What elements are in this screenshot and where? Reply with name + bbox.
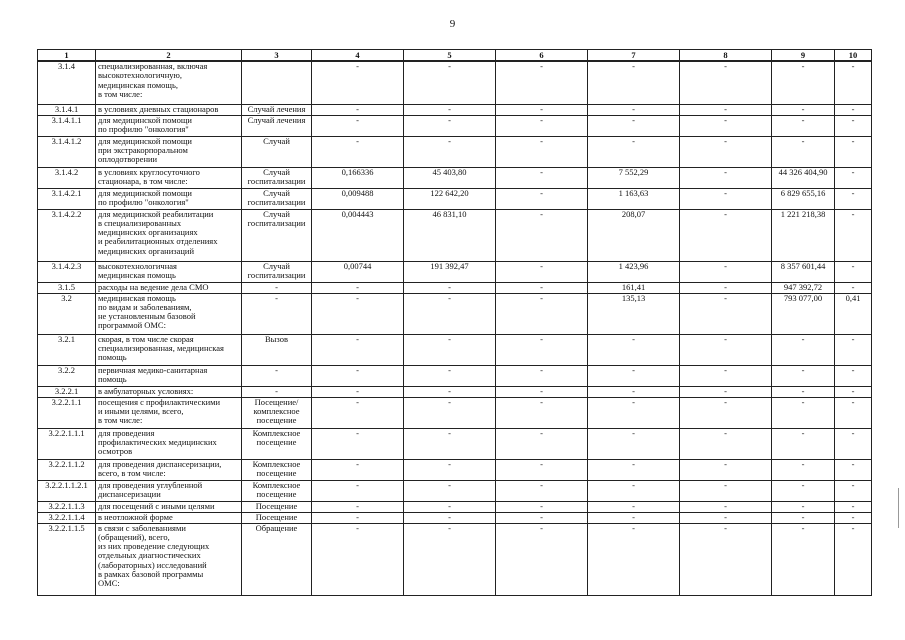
table-row: [38, 104, 872, 115]
cell-value: -: [772, 428, 835, 459]
cell-value: -: [312, 136, 404, 167]
cell-value: 46 831,10: [404, 209, 496, 261]
row-unit: Случай лечения: [242, 115, 312, 136]
column-numbers-row: [38, 50, 872, 62]
table-row: [38, 61, 872, 104]
row-code: 3.2.2.1: [38, 386, 96, 397]
cell-value: -: [404, 61, 496, 104]
cell-value: 45 403,80: [404, 167, 496, 188]
cell-value: -: [680, 386, 772, 397]
cell-value: -: [680, 523, 772, 595]
cell-value: -: [312, 334, 404, 365]
row-unit: Случай госпитализации: [242, 167, 312, 188]
cell-value: -: [835, 136, 872, 167]
cell-value: -: [496, 188, 588, 209]
cell-value: -: [588, 397, 680, 428]
row-unit: Случай госпитализации: [242, 209, 312, 261]
cell-value: -: [680, 512, 772, 523]
table-row: [38, 480, 872, 501]
cell-value: -: [835, 501, 872, 512]
cell-value: -: [312, 428, 404, 459]
cell-value: -: [835, 282, 872, 293]
table-row: [38, 209, 872, 261]
cell-value: -: [496, 261, 588, 282]
row-code: 3.1.4.1.2: [38, 136, 96, 167]
cell-value: -: [835, 459, 872, 480]
row-description: для медицинской помощи по профилю "онкология": [96, 188, 242, 209]
row-unit: Случай госпитализации: [242, 188, 312, 209]
cell-value: -: [588, 115, 680, 136]
cell-value: -: [680, 397, 772, 428]
row-code: 3.1.5: [38, 282, 96, 293]
cell-value: -: [588, 61, 680, 104]
cell-value: -: [835, 115, 872, 136]
table-row: [38, 428, 872, 459]
cell-value: -: [404, 386, 496, 397]
col-header: 8: [680, 50, 772, 62]
cell-value: -: [835, 209, 872, 261]
cell-value: -: [588, 334, 680, 365]
cell-value: 1 163,63: [588, 188, 680, 209]
cell-value: -: [835, 334, 872, 365]
row-description: для проведения профилактических медицинских осмотров: [96, 428, 242, 459]
cell-value: -: [496, 293, 588, 334]
table-row: [38, 136, 872, 167]
cell-value: -: [835, 188, 872, 209]
table-row: [38, 397, 872, 428]
row-unit: Посещение/ комплексное посещение: [242, 397, 312, 428]
cell-value: -: [312, 365, 404, 386]
cell-value: -: [588, 523, 680, 595]
row-unit: Случай лечения: [242, 104, 312, 115]
table-row: [38, 459, 872, 480]
row-unit: Случай госпитализации: [242, 261, 312, 282]
cell-value: -: [835, 428, 872, 459]
row-description: для медицинской реабилитации в специализированных медицинских организациях и реабилитационных отделениях медицинских организаций: [96, 209, 242, 261]
col-header: 1: [38, 50, 96, 62]
cell-value: -: [680, 61, 772, 104]
cell-value: -: [772, 61, 835, 104]
cell-value: 0,41: [835, 293, 872, 334]
cell-value: -: [404, 136, 496, 167]
table-row: [38, 167, 872, 188]
table-row: [38, 334, 872, 365]
cell-value: -: [588, 104, 680, 115]
cell-value: -: [835, 167, 872, 188]
table-row: [38, 261, 872, 282]
cell-value: -: [680, 501, 772, 512]
cell-value: -: [680, 334, 772, 365]
cell-value: -: [772, 459, 835, 480]
cell-value: -: [496, 115, 588, 136]
cell-value: 0,166336: [312, 167, 404, 188]
row-unit: -: [242, 282, 312, 293]
row-code: 3.2.2.1.1.1: [38, 428, 96, 459]
cell-value: 122 642,20: [404, 188, 496, 209]
cell-value: -: [680, 459, 772, 480]
cell-value: -: [312, 501, 404, 512]
cell-value: 793 077,00: [772, 293, 835, 334]
row-description: в неотложной форме: [96, 512, 242, 523]
row-code: 3.1.4: [38, 61, 96, 104]
cell-value: -: [680, 480, 772, 501]
cell-value: -: [496, 282, 588, 293]
cell-value: -: [496, 167, 588, 188]
cell-value: 6 829 655,16: [772, 188, 835, 209]
cell-value: -: [588, 459, 680, 480]
cell-value: -: [772, 386, 835, 397]
row-description: медицинская помощь по видам и заболеваниям, не установленным базовой программой ОМС:: [96, 293, 242, 334]
cell-value: -: [496, 136, 588, 167]
table-row: [38, 386, 872, 397]
row-code: 3.1.4.1: [38, 104, 96, 115]
col-header: 2: [96, 50, 242, 62]
cell-value: -: [772, 104, 835, 115]
table-row: [38, 293, 872, 334]
row-description: для проведения углубленной диспансеризации: [96, 480, 242, 501]
row-unit: Вызов: [242, 334, 312, 365]
row-code: 3.2.1: [38, 334, 96, 365]
row-description: расходы на ведение дела СМО: [96, 282, 242, 293]
cell-value: -: [312, 282, 404, 293]
cell-value: -: [588, 136, 680, 167]
table-row: [38, 188, 872, 209]
cell-value: -: [312, 61, 404, 104]
cell-value: -: [404, 104, 496, 115]
cell-value: -: [496, 397, 588, 428]
cell-value: -: [588, 480, 680, 501]
cell-value: -: [404, 512, 496, 523]
row-description: для проведения диспансеризации, всего, в том числе:: [96, 459, 242, 480]
cell-value: -: [835, 397, 872, 428]
row-code: 3.1.4.2: [38, 167, 96, 188]
row-unit: Посещение: [242, 501, 312, 512]
row-code: 3.2.2.1.1.4: [38, 512, 96, 523]
cell-value: -: [404, 334, 496, 365]
row-unit: -: [242, 293, 312, 334]
col-header: 7: [588, 50, 680, 62]
table-row: [38, 282, 872, 293]
cell-value: -: [312, 512, 404, 523]
cell-value: 8 357 601,44: [772, 261, 835, 282]
cell-value: -: [680, 115, 772, 136]
cell-value: -: [496, 501, 588, 512]
cell-value: -: [772, 136, 835, 167]
cell-value: 0,00744: [312, 261, 404, 282]
cell-value: 1 423,96: [588, 261, 680, 282]
cell-value: -: [835, 386, 872, 397]
cell-value: -: [588, 428, 680, 459]
row-unit: Случай: [242, 136, 312, 167]
cell-value: -: [312, 480, 404, 501]
cell-value: -: [772, 397, 835, 428]
cell-value: -: [588, 501, 680, 512]
row-description: в условиях дневных стационаров: [96, 104, 242, 115]
row-unit: -: [242, 386, 312, 397]
cell-value: -: [312, 293, 404, 334]
cell-value: -: [404, 459, 496, 480]
cell-value: 0,009488: [312, 188, 404, 209]
cell-value: -: [404, 293, 496, 334]
cell-value: -: [835, 523, 872, 595]
cell-value: 135,13: [588, 293, 680, 334]
cell-value: -: [404, 365, 496, 386]
row-code: 3.2.2.1.1: [38, 397, 96, 428]
cell-value: -: [835, 512, 872, 523]
row-code: 3.1.4.2.3: [38, 261, 96, 282]
row-description: в связи с заболеваниями (обращений), всего, из них проведение следующих отдельных диагностических (лабораторных) исследований в рамках базовой программы ОМС:: [96, 523, 242, 595]
row-code: 3.1.4.2.1: [38, 188, 96, 209]
row-unit: Комплексное посещение: [242, 428, 312, 459]
cell-value: -: [588, 365, 680, 386]
row-code: 3.2.2: [38, 365, 96, 386]
table-row: [38, 115, 872, 136]
cell-value: -: [680, 188, 772, 209]
page-number: 9: [449, 18, 456, 30]
cell-value: -: [680, 428, 772, 459]
row-unit: Комплексное посещение: [242, 459, 312, 480]
cell-value: -: [404, 115, 496, 136]
cell-value: -: [496, 61, 588, 104]
cell-value: -: [496, 104, 588, 115]
cell-value: -: [312, 397, 404, 428]
cell-value: -: [835, 480, 872, 501]
cell-value: -: [680, 261, 772, 282]
row-description: для посещений с иными целями: [96, 501, 242, 512]
cell-value: -: [496, 459, 588, 480]
row-description: для медицинской помощи при экстракорпоральном оплодотворении: [96, 136, 242, 167]
cell-value: -: [496, 480, 588, 501]
cell-value: 161,41: [588, 282, 680, 293]
row-description: специализированная, включая высокотехнологичную, медицинская помощь, в том числе:: [96, 61, 242, 104]
scan-edge-mark: [898, 488, 899, 528]
col-header: 5: [404, 50, 496, 62]
cell-value: -: [772, 115, 835, 136]
cell-value: -: [404, 428, 496, 459]
table-row: [38, 365, 872, 386]
cell-value: -: [680, 104, 772, 115]
col-header: 3: [242, 50, 312, 62]
cell-value: -: [496, 512, 588, 523]
col-header: 6: [496, 50, 588, 62]
cell-value: -: [496, 334, 588, 365]
cell-value: 947 392,72: [772, 282, 835, 293]
row-description: скорая, в том числе скорая специализированная, медицинская помощь: [96, 334, 242, 365]
cell-value: -: [680, 136, 772, 167]
cell-value: -: [312, 115, 404, 136]
cell-value: -: [835, 365, 872, 386]
cell-value: -: [835, 61, 872, 104]
row-description: в условиях круглосуточного стационара, в том числе:: [96, 167, 242, 188]
row-code: 3.2.2.1.1.2.1: [38, 480, 96, 501]
cell-value: -: [404, 480, 496, 501]
row-unit: Посещение: [242, 512, 312, 523]
cell-value: -: [496, 386, 588, 397]
row-unit: [242, 61, 312, 104]
cell-value: -: [496, 209, 588, 261]
row-code: 3.1.4.1.1: [38, 115, 96, 136]
cell-value: -: [312, 459, 404, 480]
cell-value: -: [404, 282, 496, 293]
cell-value: -: [496, 365, 588, 386]
row-code: 3.2.2.1.1.3: [38, 501, 96, 512]
cell-value: -: [680, 167, 772, 188]
table-row: [38, 523, 872, 595]
cell-value: -: [680, 209, 772, 261]
col-header: 9: [772, 50, 835, 62]
cell-value: 7 552,29: [588, 167, 680, 188]
row-description: в амбулаторных условиях:: [96, 386, 242, 397]
row-unit: Обращение: [242, 523, 312, 595]
cell-value: -: [835, 104, 872, 115]
row-code: 3.2: [38, 293, 96, 334]
cell-value: 208,07: [588, 209, 680, 261]
row-description: первичная медико-санитарная помощь: [96, 365, 242, 386]
row-description: для медицинской помощи по профилю "онкология": [96, 115, 242, 136]
cell-value: 1 221 218,38: [772, 209, 835, 261]
cell-value: -: [680, 282, 772, 293]
cell-value: -: [588, 386, 680, 397]
cell-value: -: [496, 428, 588, 459]
cell-value: 0,004443: [312, 209, 404, 261]
cell-value: -: [496, 523, 588, 595]
cell-value: -: [312, 386, 404, 397]
cell-value: -: [680, 365, 772, 386]
table-row: [38, 512, 872, 523]
cell-value: -: [772, 365, 835, 386]
row-unit: Комплексное посещение: [242, 480, 312, 501]
cell-value: 44 326 404,90: [772, 167, 835, 188]
cell-value: -: [772, 501, 835, 512]
cell-value: -: [772, 512, 835, 523]
row-code: 3.2.2.1.1.2: [38, 459, 96, 480]
cell-value: -: [772, 480, 835, 501]
cell-value: -: [404, 501, 496, 512]
col-header: 10: [835, 50, 872, 62]
cell-value: -: [588, 512, 680, 523]
cell-value: 191 392,47: [404, 261, 496, 282]
col-header: 4: [312, 50, 404, 62]
row-unit: -: [242, 365, 312, 386]
tariff-table: [37, 49, 872, 596]
row-code: 3.2.2.1.1.5: [38, 523, 96, 595]
cell-value: -: [404, 523, 496, 595]
row-code: 3.1.4.2.2: [38, 209, 96, 261]
row-description: посещения с профилактическими и иными целями, всего, в том числе:: [96, 397, 242, 428]
cell-value: -: [772, 334, 835, 365]
cell-value: -: [772, 523, 835, 595]
cell-value: -: [312, 523, 404, 595]
cell-value: -: [680, 293, 772, 334]
row-description: высокотехнологичная медицинская помощь: [96, 261, 242, 282]
cell-value: -: [835, 261, 872, 282]
cell-value: -: [312, 104, 404, 115]
cell-value: -: [404, 397, 496, 428]
table-row: [38, 501, 872, 512]
